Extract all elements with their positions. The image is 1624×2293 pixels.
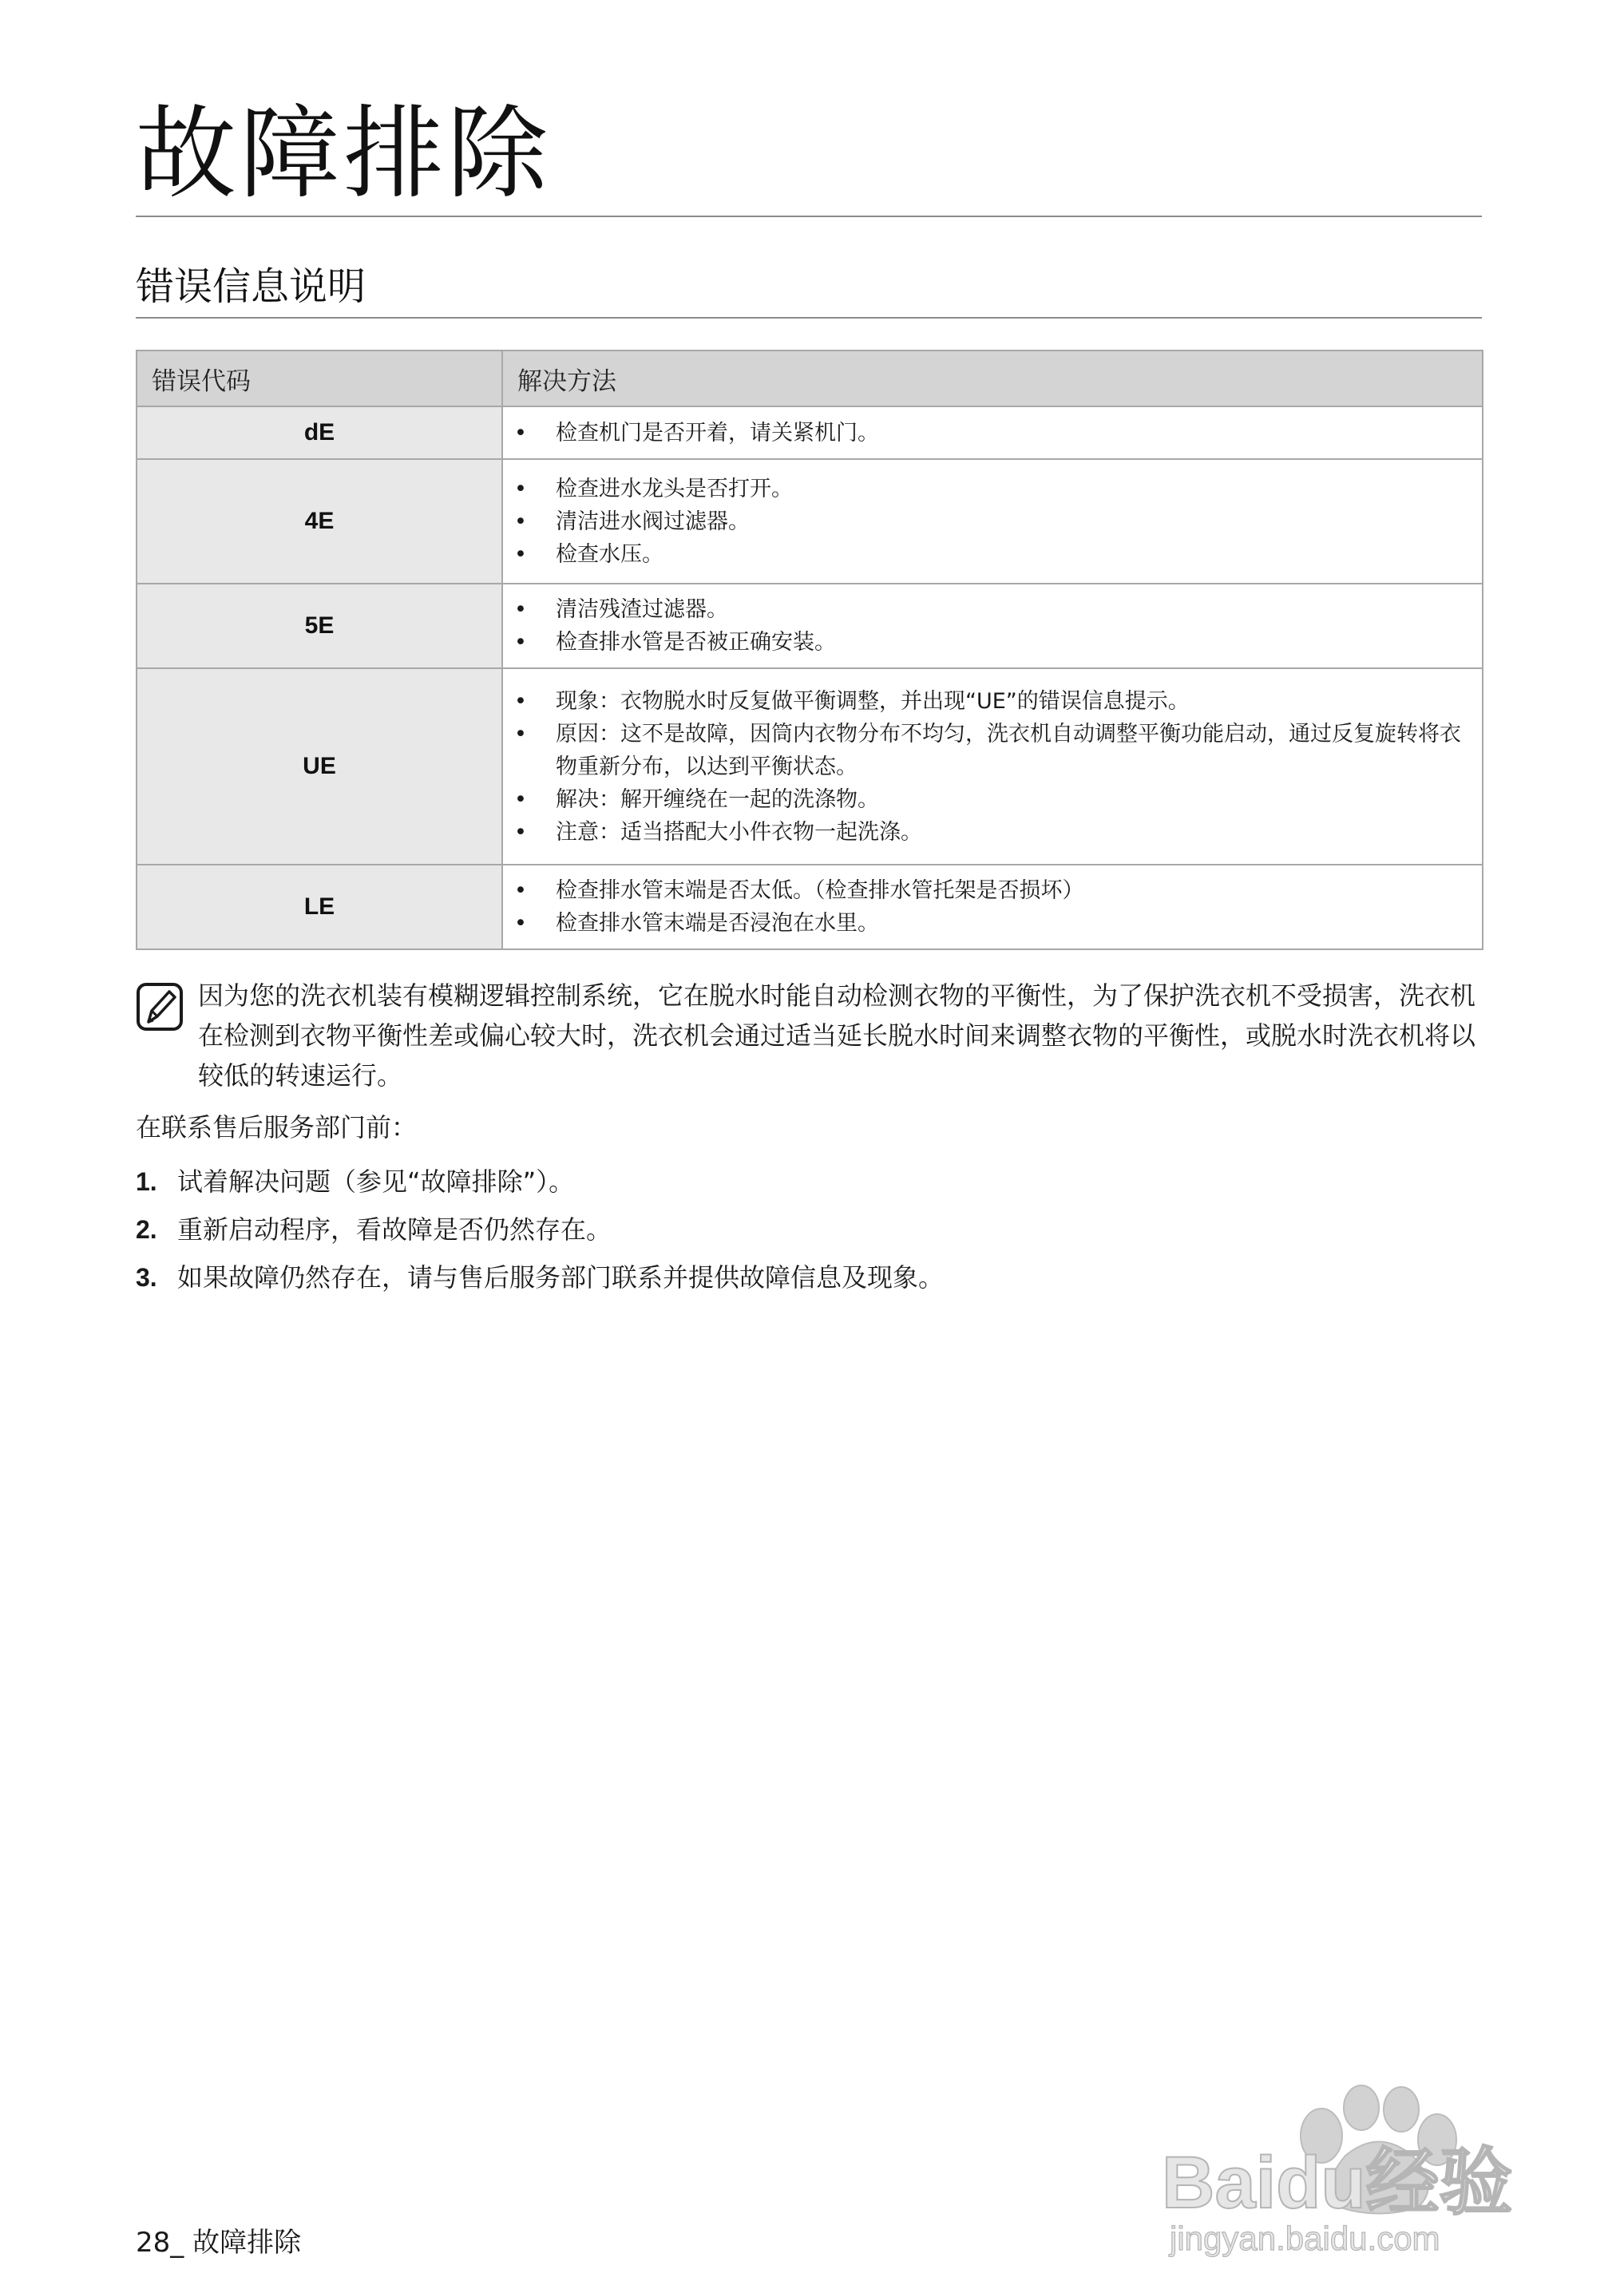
solution-cell [502,406,1483,459]
solution-cell [502,865,1483,949]
page-footer: 28_ 故障排除 [136,2227,302,2259]
solution-cell [502,584,1483,668]
bullet-icon: • [514,721,527,747]
bullet-icon: • [514,597,527,622]
table-row [137,865,1483,949]
step-text: 试着解决问题（参见“故障排除”）。 [177,1166,575,1197]
note-block [136,976,1482,1095]
bullet-icon: • [514,630,527,655]
step-number: 2. [136,1215,157,1244]
solution-text: 原因：这不是故障，因筒内衣物分布不均匀，洗衣机自动调整平衡功能启动，通过反复旋转将衣物重新分布，以达到平衡状态。 [556,721,1461,779]
solution-text: 检查排水管是否被正确安装。 [556,630,836,655]
note-pencil-icon [136,982,184,1032]
bullet-icon: • [514,509,527,534]
solution-item [503,505,1472,538]
bullet-icon: • [514,420,527,446]
list-item [136,1210,1482,1249]
solution-list [503,473,1472,571]
solution-list [503,417,1472,449]
solution-cell [502,668,1483,865]
baidu-watermark [1162,2060,1529,2259]
bullet-icon: • [514,911,527,936]
list-item [136,1162,1482,1202]
step-number: 1. [136,1167,157,1196]
step-text: 重新启动程序，看故障是否仍然存在。 [177,1214,612,1245]
error-code-cell: 5E [137,584,502,668]
solution-item [503,783,1472,816]
solution-text: 检查机门是否开着，请关紧机门。 [556,420,879,446]
solution-item [503,593,1472,626]
solution-item [503,417,1472,449]
bullet-icon: • [514,476,527,501]
watermark-url: jingyan.baidu.com [1170,2220,1440,2257]
bullet-icon: • [514,878,527,903]
solution-item [503,538,1472,571]
solution-text: 清洁进水阀过滤器。 [556,509,750,534]
contact-intro: 在联系售后服务部门前： [136,1112,418,1143]
table-row [137,584,1483,668]
solution-text: 检查水压。 [556,541,663,567]
error-code-cell: LE [137,865,502,949]
error-code-cell: dE [137,406,502,459]
table-header-row [137,350,1483,406]
contact-section [136,1107,1482,1305]
page-title: 故障排除 [136,95,551,212]
solution-text: 解决：解开缠绕在一起的洗涤物。 [556,786,879,812]
title-divider [136,216,1482,217]
solution-text: 检查进水龙头是否打开。 [556,476,793,501]
bullet-icon: • [514,786,527,812]
solution-item [503,626,1472,659]
solution-list [503,593,1472,659]
solution-item [503,907,1472,940]
bullet-icon: • [514,819,527,845]
column-header-code: 错误代码 [137,350,502,406]
section-divider [136,317,1482,319]
solution-list [503,874,1472,940]
table-row [137,668,1483,865]
section-title: 错误信息说明 [136,264,366,309]
solution-cell [502,459,1483,584]
step-text: 如果故障仍然存在，请与售后服务部门联系并提供故障信息及现象。 [177,1262,945,1293]
solution-text: 注意：适当搭配大小件衣物一起洗涤。 [556,819,922,845]
table-row [137,459,1483,584]
solution-text: 清洁残渣过滤器。 [556,597,728,622]
solution-text: 检查排水管末端是否太低。（检查排水管托架是否损坏） [556,878,1084,903]
error-code-table [136,350,1483,950]
step-number: 3. [136,1263,157,1292]
solution-text: 检查排水管末端是否浸泡在水里。 [556,911,879,936]
solution-list [503,685,1472,849]
solution-text: 现象：衣物脱水时反复做平衡调整，并出现“UE”的错误信息提示。 [556,688,1190,714]
solution-item [503,473,1472,505]
watermark-brand: Baidu经验 [1162,2142,1513,2224]
bullet-icon: • [514,541,527,567]
solution-item [503,718,1472,783]
error-code-cell: 4E [137,459,502,584]
steps-list [136,1162,1482,1297]
column-header-solution: 解决方法 [502,350,1483,406]
table-row [137,406,1483,459]
solution-item [503,816,1472,849]
solution-item [503,874,1472,907]
note-text: 因为您的洗衣机装有模糊逻辑控制系统，它在脱水时能自动检测衣物的平衡性，为了保护洗衣机不受损害，洗衣机在检测到衣物平衡性差或偏心较大时，洗衣机会通过适当延长脱水时间来调整衣物的平衡性，或脱水时洗衣机将以较低的转速运行。 [198,980,1476,1091]
bullet-icon: • [514,688,527,714]
error-code-cell: UE [137,668,502,865]
list-item [136,1257,1482,1297]
solution-item [503,685,1472,718]
